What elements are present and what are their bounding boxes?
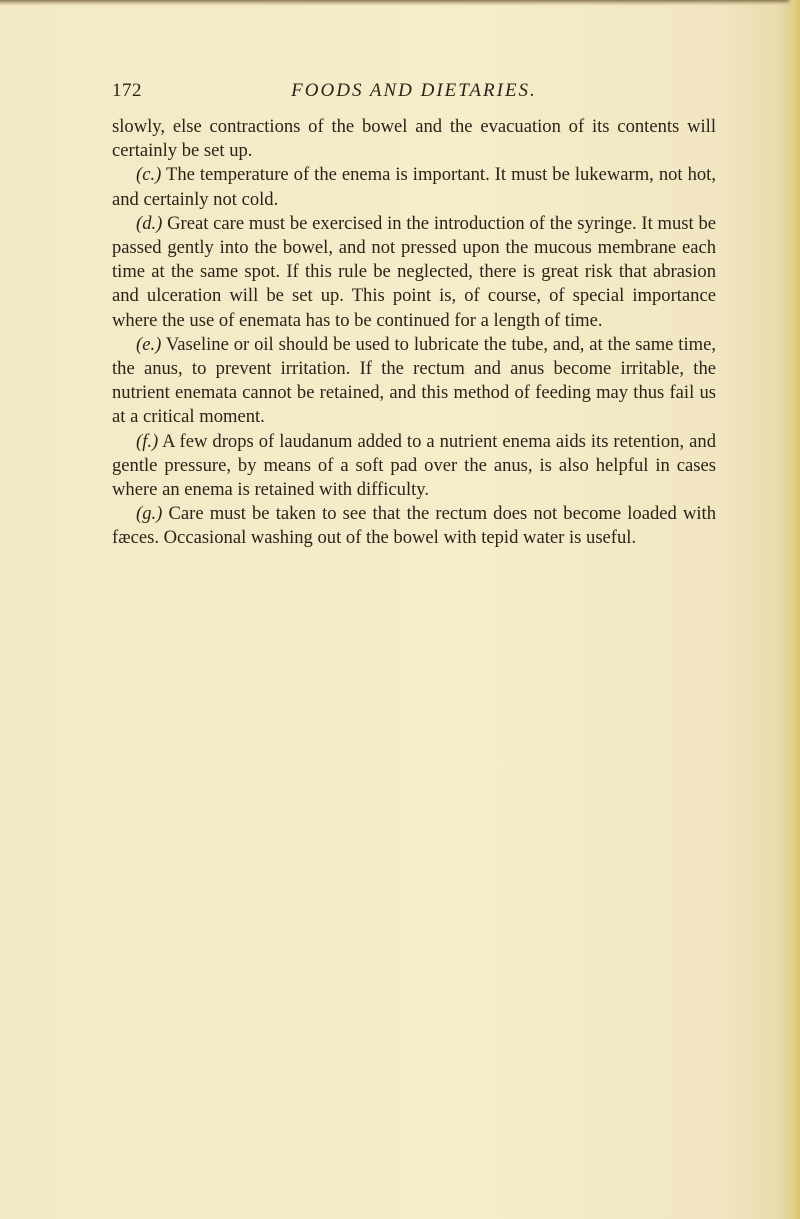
paragraph-e: [112, 333, 716, 430]
paragraph-text: Vaseline or oil should be used to lubricate the tube, and, at the same time, the anus, to prevent irritation. If the rectum and anus become irritable, the nutrient enemata cannot be retained, and this method of feeding may thus fail us at a critical moment.: [112, 333, 716, 428]
paragraph-label: (e.): [136, 333, 162, 355]
paragraph-f: [112, 430, 716, 503]
paragraph-label: (f.): [136, 430, 159, 452]
page-number: 172: [112, 80, 142, 101]
page-header: [112, 80, 716, 108]
paragraph-label: (d.): [136, 212, 163, 234]
running-title: FOODS AND DIETARIES.: [291, 80, 537, 101]
paragraph-continuation: [112, 115, 716, 163]
paragraph-label: (g.): [136, 503, 163, 525]
paragraph-text: slowly, else contractions of the bowel and the evacuation of its contents will certainly be set up.: [112, 116, 716, 162]
paragraph-g: [112, 502, 716, 550]
paragraph-text: A few drops of laudanum added to a nutrient enema aids its retention, and gentle pressure, by means of a soft pad over the anus, is also helpful in cases where an enema is retained with difficulty.: [112, 430, 716, 501]
page-right-edge-tint: [786, 0, 800, 1219]
paragraph-text: Great care must be exercised in the introduction of the syringe. It must be passed gently into the bowel, and not pressed upon the mucous membrane each time at the same spot. If this rule be neglected, there is great risk that abrasion and ulceration will be set up. This point is, of course, of special importance where the use of enemata has to be continued for a length of time.: [112, 212, 716, 331]
paragraph-d: [112, 212, 716, 333]
paragraph-label: (c.): [136, 164, 162, 186]
paragraph-text: The temperature of the enema is important. It must be lukewarm, not hot, and certainly not cold.: [112, 164, 716, 210]
page-top-edge-shadow: [0, 0, 800, 6]
paragraph-text: Care must be taken to see that the rectum does not become loaded with fæces. Occasional washing out of the bowel with tepid water is useful.: [112, 503, 716, 549]
paragraph-c: [112, 163, 716, 211]
body-text: [112, 115, 716, 551]
